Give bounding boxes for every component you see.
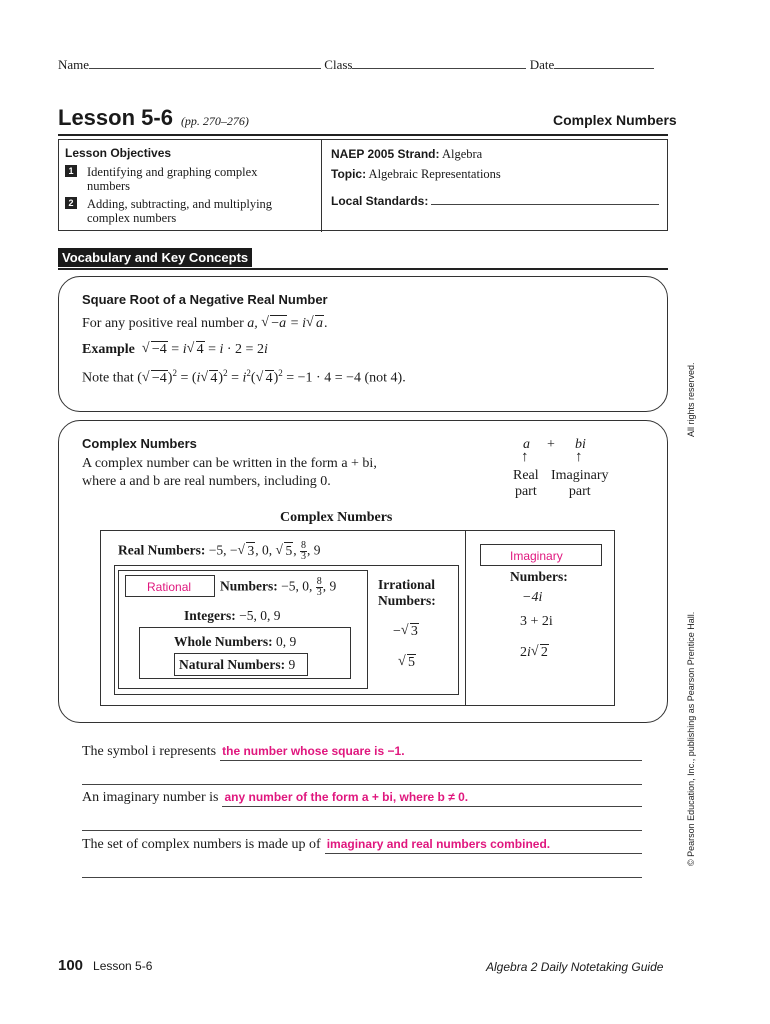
- sqrt-neg-4: √ −4: [142, 342, 168, 358]
- fill-in-1-prompt: The symbol i represents: [82, 744, 217, 759]
- objectives-heading: Lesson Objectives: [65, 146, 172, 160]
- fill-in-2-answer-field[interactable]: [222, 790, 642, 807]
- complex-desc-1: A complex number can be written in the form a + bi,: [82, 456, 377, 471]
- footer-book-title: Algebra 2 Daily Notetaking Guide: [486, 960, 664, 974]
- irrational-label-2: Numbers:: [378, 593, 436, 608]
- irrational-numbers-label: [378, 577, 436, 609]
- sqrt-rule-var: a,: [247, 316, 258, 331]
- class-label: Class: [324, 57, 353, 72]
- sqrt-negative-heading: Square Root of a Negative Real Number: [82, 292, 328, 307]
- lesson-title-row: [58, 105, 249, 131]
- real-imag-divider: [465, 530, 466, 706]
- fill-in-1: [82, 744, 642, 761]
- copyright-text: © Pearson Education, Inc., publishing as Pearson Prentice Hall.: [686, 611, 696, 866]
- class-field[interactable]: [352, 57, 526, 69]
- sqrt-5-b: √ 5: [398, 655, 416, 671]
- integers-values: −5, 0, 9: [239, 608, 281, 623]
- example-label: Example: [82, 342, 135, 357]
- real-part-label: [513, 468, 539, 500]
- irrational-label-1: Irrational: [378, 577, 435, 592]
- sqrt-rule-prefix: For any positive real number: [82, 316, 244, 331]
- objective-2-number: 2: [65, 197, 77, 209]
- topic-value: Algebraic Representations: [368, 167, 501, 181]
- sqrt-rule-line: For any positive real number a, √ −a = i√ a.: [82, 316, 327, 332]
- irrational-value-2: [398, 655, 416, 671]
- whole-numbers-values: 0, 9: [276, 634, 297, 649]
- lesson-title: Lesson 5-6: [58, 105, 173, 130]
- sqrt-neg-4-b: √ −4: [142, 371, 168, 387]
- sqrt-neg-a: √ −a: [261, 316, 287, 332]
- fill-in-1-answer-field[interactable]: [220, 744, 642, 761]
- rational-label: Rational: [147, 580, 192, 594]
- form-a: a: [523, 437, 530, 452]
- arrow-up-icon: ↑: [521, 449, 529, 465]
- objective-2-text: Adding, subtracting, and multiplying: [87, 197, 273, 211]
- vocab-heading: Vocabulary and Key Concepts: [58, 248, 252, 267]
- naep-row: [331, 147, 482, 162]
- standards-label: Local Standards:: [331, 194, 429, 208]
- sqrt-4-b: √ 4: [200, 371, 218, 387]
- fill-in-3-answer-field[interactable]: [325, 837, 642, 854]
- irrational-value-1: −√ 3: [393, 624, 419, 640]
- fill-in-3-prompt: The set of complex numbers is made up of: [82, 837, 321, 852]
- topic-title: Complex Numbers: [553, 112, 677, 128]
- topic-label: Topic:: [331, 167, 367, 181]
- fill-in-3-line-2[interactable]: [82, 877, 642, 878]
- real-numbers-label: Real Numbers:: [118, 542, 206, 558]
- arrow-up-icon: ↑: [575, 449, 583, 465]
- title-rule: [58, 134, 668, 136]
- objective-2-text-2: complex numbers: [87, 211, 177, 225]
- rights-text: All rights reserved.: [686, 362, 696, 437]
- lesson-pages: (pp. 270–276): [180, 114, 249, 128]
- objective-1-text: Identifying and graphing complex: [87, 165, 258, 179]
- note-prefix: Note that: [82, 370, 134, 386]
- whole-numbers-line: [174, 634, 296, 650]
- imag-part-label-2: part: [568, 484, 591, 499]
- fill-in-2-answer: any number of the form a + bi, where b ≠ 0.: [224, 790, 469, 804]
- fill-in-1-answer: the number whose square is −1.: [222, 744, 405, 758]
- real-numbers-line: Real Numbers: −5, −√ 3, 0, √ 5, $\frac{8}{3}$ , 9: [118, 541, 320, 562]
- fill-in-2: [82, 790, 642, 807]
- fill-in-3-answer: imaginary and real numbers combined.: [326, 837, 551, 851]
- objectives-box: [58, 139, 668, 231]
- date-field[interactable]: [554, 57, 654, 69]
- topic-row: [331, 167, 501, 182]
- natural-numbers-line: [179, 657, 295, 673]
- standards-field[interactable]: [431, 194, 659, 205]
- objective-2: [65, 197, 272, 225]
- sqrt-4: √ 4: [187, 342, 205, 358]
- real-part-label-2: part: [514, 484, 537, 499]
- sqrt-4-c: √ 4: [256, 371, 274, 387]
- fraction-8-3: $\frac{8}{3}$: [300, 540, 306, 562]
- footer-lesson: Lesson 5-6: [93, 959, 153, 973]
- footer-left: [58, 957, 152, 975]
- natural-numbers-values: 9: [288, 657, 296, 672]
- sqrt-note: Note that (√ −4)$^2$ = (i√ $4)^2 = i^2(√$ 4)$^2$ = −1 · 4 = −4 (not 4).: [82, 368, 406, 387]
- sqrt-example: Example √ −4 = i√ 4 = i · 2 = 2i: [82, 342, 268, 358]
- fill-in-2-line-2[interactable]: [82, 830, 642, 831]
- form-bi: bi: [575, 437, 586, 452]
- fill-in-1-line-2[interactable]: [82, 784, 642, 785]
- standards-row: [331, 194, 659, 209]
- imaginary-value-2: 3 + 2i: [520, 614, 553, 629]
- imaginary-label: Imaginary: [510, 549, 563, 563]
- whole-numbers-label: Whole Numbers:: [174, 634, 273, 649]
- naep-value: Algebra: [441, 147, 483, 161]
- name-label: Name: [58, 57, 90, 72]
- sqrt-3-b: √ 3: [401, 624, 419, 640]
- complex-desc-2: where a and b are real numbers, including 0.: [82, 474, 331, 489]
- complex-heading: Complex Numbers: [82, 436, 197, 451]
- fill-in-3: [82, 837, 642, 854]
- real-part-label-1: Real: [513, 468, 539, 483]
- integers-label: Integers:: [184, 608, 236, 623]
- sqrt-5: √ 5: [275, 543, 293, 559]
- fraction-8-3-b: $\frac{8}{3}$: [316, 576, 322, 598]
- imaginary-value-1: −4i: [522, 590, 543, 605]
- form-plus: +: [547, 437, 555, 452]
- imaginary-value-3: 2i√ 2: [520, 645, 549, 661]
- objective-1: [65, 165, 257, 193]
- objective-1-number: 1: [65, 165, 77, 177]
- rational-numbers-line: Numbers: −5, 0, $\frac{8}{3}$ , 9: [220, 576, 337, 598]
- imag-part-label-1: Imaginary: [551, 468, 609, 483]
- fill-in-2-prompt: An imaginary number is: [82, 790, 219, 805]
- sqrt-a: √ a: [306, 316, 324, 332]
- naep-label: NAEP 2005 Strand:: [331, 147, 440, 161]
- date-label: Date: [529, 57, 555, 72]
- natural-numbers-label: Natural Numbers:: [179, 657, 286, 672]
- objective-1-text-2: numbers: [87, 179, 131, 193]
- note-suffix: (not 4).: [364, 370, 406, 386]
- objectives-divider: [321, 140, 322, 232]
- imaginary-numbers-label: Numbers:: [510, 569, 568, 584]
- header-line: [58, 57, 654, 73]
- sqrt-3: √ 3: [237, 543, 255, 559]
- rational-numbers-label: Numbers:: [220, 578, 278, 594]
- imag-part-label: [551, 468, 609, 500]
- diagram-title: Complex Numbers: [280, 510, 393, 525]
- name-field[interactable]: [89, 57, 321, 69]
- page-number: 100: [58, 957, 84, 974]
- sqrt-2: √ 2: [531, 645, 549, 661]
- vocab-rule: [58, 268, 668, 270]
